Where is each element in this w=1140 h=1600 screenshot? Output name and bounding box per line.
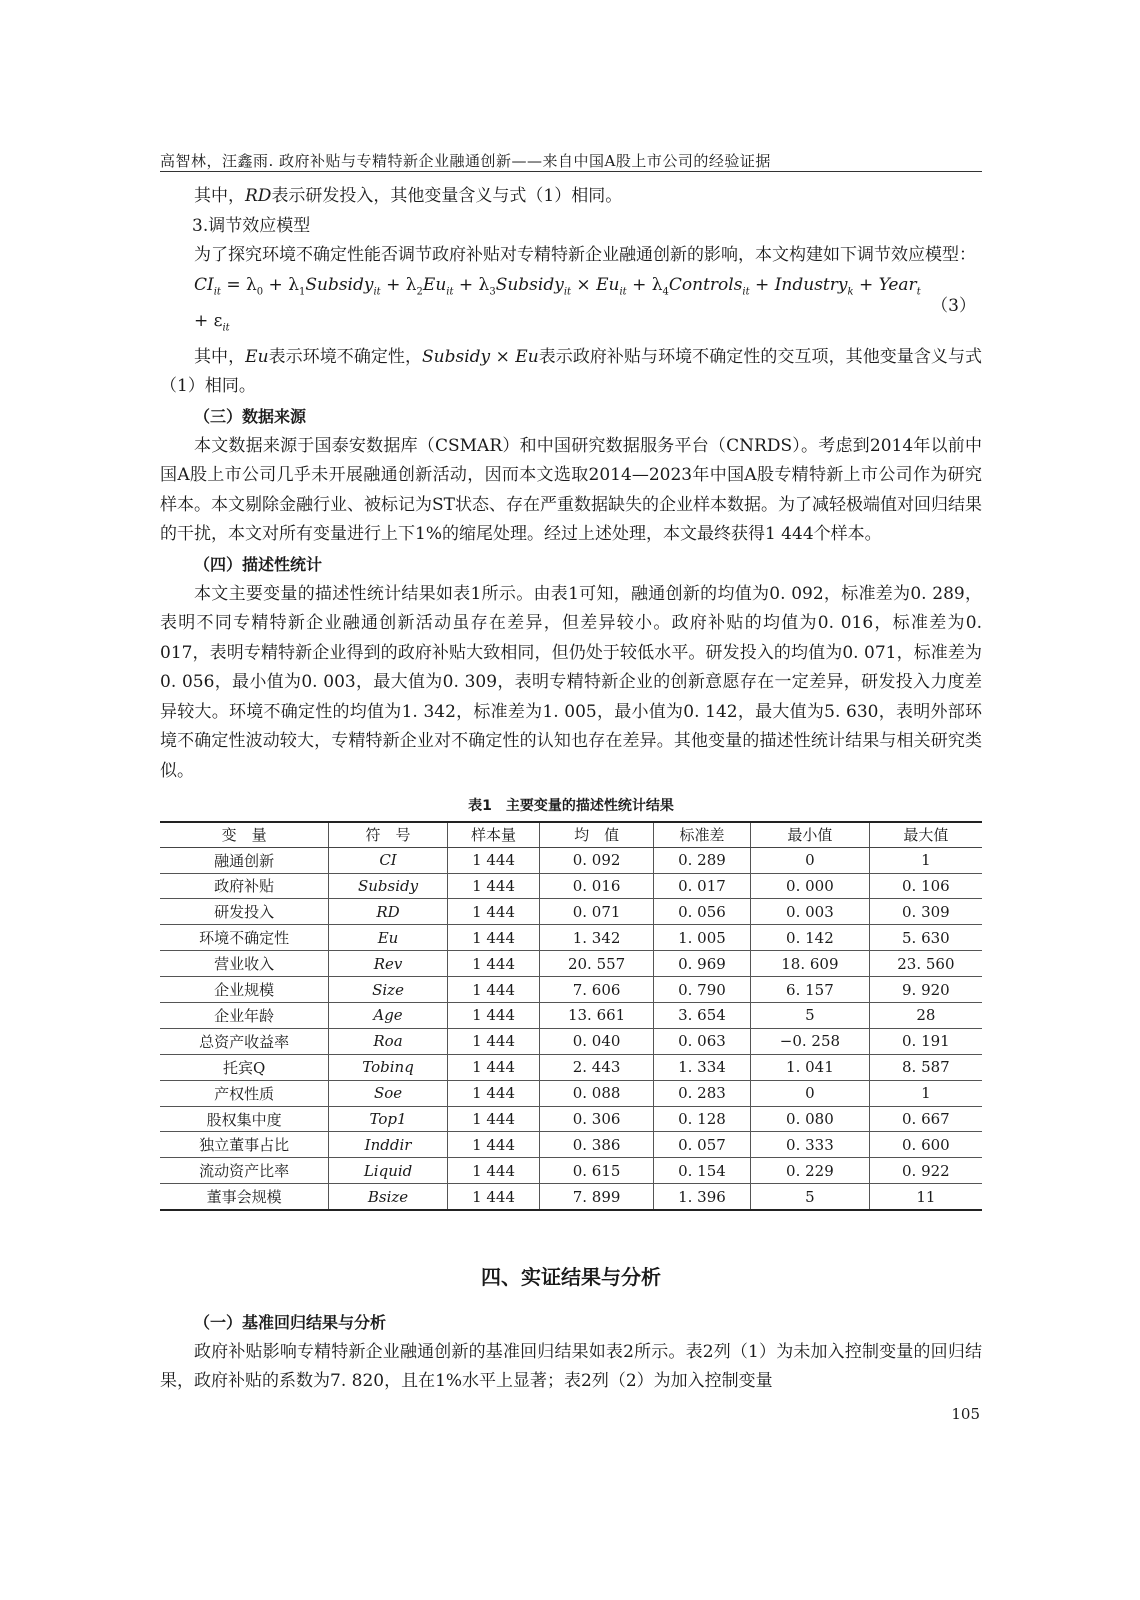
table-row bbox=[160, 951, 982, 977]
table-cell: 0. 063 bbox=[653, 1028, 750, 1054]
table-cell: −0. 258 bbox=[751, 1028, 870, 1054]
table-cell: 1 444 bbox=[447, 1028, 540, 1054]
table-cell: Top1 bbox=[329, 1106, 447, 1132]
table-cell: 8. 587 bbox=[869, 1054, 982, 1080]
table-cell: 托宾Q bbox=[160, 1054, 329, 1080]
table-cell: 0. 283 bbox=[653, 1080, 750, 1106]
table-row bbox=[160, 977, 982, 1003]
table-cell: 0. 016 bbox=[540, 873, 654, 899]
table-cell: 环境不确定性 bbox=[160, 925, 329, 951]
table-cell: 0. 057 bbox=[653, 1132, 750, 1158]
table-cell: 0. 289 bbox=[653, 847, 750, 873]
table-cell: Soe bbox=[329, 1080, 447, 1106]
table-cell: 6. 157 bbox=[751, 977, 870, 1003]
descriptive-paragraph: 本文主要变量的描述性统计结果如表1所示。由表1可知，融通创新的均值为0. 092，标准差为0. 289，表明不同专精特新企业融通创新活动虽存在差异，但差异较小。政府补贴的均值为0. 016，标准差为0. 017，表明专精特新企业得到的政府补贴大致相同，但仍处于较低水平。研发投入的均值为0. 071，标准差为0. 056，最小值为0. 003，最大值为0. 309，表明专精特新企业的创新意愿存在一定差异，研发投入力度差异较大。环境不确定性的均值为1. 342，标准差为1. 005，最小值为0. 142，最大值为5. 630，表明外部环境不确定性波动较大，专精特新企业对不确定性的认知也存在差异。其他变量的描述性统计结果与相关研究类似。 bbox=[160, 583, 982, 782]
rd-definition: 其中，RD表示研发投入，其他变量含义与式（1）相同。 bbox=[194, 186, 623, 206]
col-header: 最小值 bbox=[751, 822, 870, 848]
table-cell: Bsize bbox=[329, 1184, 447, 1210]
table-cell: 13. 661 bbox=[540, 1003, 654, 1029]
model-heading: 3.调节效应模型 bbox=[192, 215, 311, 236]
section-title: 四、实证结果与分析 bbox=[481, 1265, 661, 1290]
table-cell: 0. 615 bbox=[540, 1158, 654, 1184]
table-cell: 0. 667 bbox=[869, 1106, 982, 1132]
col-header: 变 量 bbox=[160, 822, 329, 848]
table-row bbox=[160, 1132, 982, 1158]
table-cell: 0. 309 bbox=[869, 899, 982, 925]
table-cell: 11 bbox=[869, 1184, 982, 1210]
table-cell: 独立董事占比 bbox=[160, 1132, 329, 1158]
table-cell: 5 bbox=[751, 1184, 870, 1210]
table-cell: 0. 000 bbox=[751, 873, 870, 899]
table-cell: CI bbox=[329, 847, 447, 873]
running-header: 高智林，汪鑫雨. 政府补贴与专精特新企业融通创新——来自中国A股上市公司的经验证据 bbox=[160, 152, 771, 170]
table-cell: 0. 106 bbox=[869, 873, 982, 899]
table-cell: 0. 003 bbox=[751, 899, 870, 925]
table-cell: 9. 920 bbox=[869, 977, 982, 1003]
table-cell: 股权集中度 bbox=[160, 1106, 329, 1132]
table-cell: 0. 386 bbox=[540, 1132, 654, 1158]
table-cell: 1 bbox=[869, 847, 982, 873]
table-cell: 0. 191 bbox=[869, 1028, 982, 1054]
table-cell: 0. 790 bbox=[653, 977, 750, 1003]
table-cell: 融通创新 bbox=[160, 847, 329, 873]
table-cell: 5 bbox=[751, 1003, 870, 1029]
table-cell: 20. 557 bbox=[540, 951, 654, 977]
table-cell: 0. 017 bbox=[653, 873, 750, 899]
table-cell: 28 bbox=[869, 1003, 982, 1029]
table1 bbox=[160, 821, 982, 1211]
table-row bbox=[160, 847, 982, 873]
table-cell: Tobinq bbox=[329, 1054, 447, 1080]
table-cell: 1. 342 bbox=[540, 925, 654, 951]
col-header: 符 号 bbox=[329, 822, 447, 848]
table-cell: 0. 092 bbox=[540, 847, 654, 873]
table-cell: 1 444 bbox=[447, 873, 540, 899]
table-row bbox=[160, 1106, 982, 1132]
table-cell: Subsidy bbox=[329, 873, 447, 899]
descriptive-heading: （四）描述性统计 bbox=[194, 554, 323, 574]
table-row bbox=[160, 1080, 982, 1106]
table-cell: 7. 606 bbox=[540, 977, 654, 1003]
table-cell: 0. 128 bbox=[653, 1106, 750, 1132]
table-cell: 总资产收益率 bbox=[160, 1028, 329, 1054]
table-cell: 1. 396 bbox=[653, 1184, 750, 1210]
table-cell: 0 bbox=[751, 847, 870, 873]
table-cell: 0. 969 bbox=[653, 951, 750, 977]
table-cell: 企业年龄 bbox=[160, 1003, 329, 1029]
formula-3 bbox=[160, 271, 982, 343]
table1-body bbox=[160, 847, 982, 1210]
table-cell: 5. 630 bbox=[869, 925, 982, 951]
table-cell: 1 444 bbox=[447, 899, 540, 925]
table-cell: 0. 306 bbox=[540, 1106, 654, 1132]
table-row bbox=[160, 925, 982, 951]
page-content bbox=[160, 182, 982, 1397]
table-cell: Liquid bbox=[329, 1158, 447, 1184]
table-cell: 0. 922 bbox=[869, 1158, 982, 1184]
table-cell: 0 bbox=[751, 1080, 870, 1106]
table-cell: 1 444 bbox=[447, 1003, 540, 1029]
table-cell: 政府补贴 bbox=[160, 873, 329, 899]
table-cell: 1 444 bbox=[447, 1132, 540, 1158]
table-cell: 18. 609 bbox=[751, 951, 870, 977]
table-cell: 7. 899 bbox=[540, 1184, 654, 1210]
table-cell: 1 444 bbox=[447, 977, 540, 1003]
table-cell: 2. 443 bbox=[540, 1054, 654, 1080]
table-cell: 1 444 bbox=[447, 1184, 540, 1210]
table-cell: RD bbox=[329, 899, 447, 925]
table-cell: 1 bbox=[869, 1080, 982, 1106]
table-cell: 0. 229 bbox=[751, 1158, 870, 1184]
formula-expression: $CI_{it} = \lambda_0$ + $\lambda_1Subsidy_{it} + \lambda_2Eu_{it}$ + $\lambda_3Subsidy_{it} \times Eu_{it}$ + $\lambda_4Controls_{it}$ + Industry$_k$ + Year$_t$ + $\varepsilon_{it}$ bbox=[194, 274, 921, 334]
table-cell: 0. 333 bbox=[751, 1132, 870, 1158]
table-row bbox=[160, 1003, 982, 1029]
eu-definition: 其中，Eu表示环境不确定性，Subsidy × Eu表示政府补贴与环境不确定性的交互项，其他变量含义与式（1）相同。 bbox=[160, 346, 982, 397]
col-header: 样本量 bbox=[447, 822, 540, 848]
table-row bbox=[160, 899, 982, 925]
table-cell: 0. 154 bbox=[653, 1158, 750, 1184]
table-cell: 营业收入 bbox=[160, 951, 329, 977]
table-cell: 1 444 bbox=[447, 951, 540, 977]
table-cell: 0. 600 bbox=[869, 1132, 982, 1158]
table-row bbox=[160, 1184, 982, 1210]
table-cell: 1. 041 bbox=[751, 1054, 870, 1080]
table-cell: 0. 080 bbox=[751, 1106, 870, 1132]
table-cell: 董事会规模 bbox=[160, 1184, 329, 1210]
header-rule bbox=[160, 171, 982, 172]
table-cell: 23. 560 bbox=[869, 951, 982, 977]
table-row bbox=[160, 1054, 982, 1080]
table-cell: 0. 056 bbox=[653, 899, 750, 925]
table-cell: 企业规模 bbox=[160, 977, 329, 1003]
equation-number: （3） bbox=[931, 295, 976, 316]
page-number: 105 bbox=[951, 1405, 980, 1423]
table-cell: 0. 040 bbox=[540, 1028, 654, 1054]
table-cell: Size bbox=[329, 977, 447, 1003]
table-row bbox=[160, 1158, 982, 1184]
col-header: 标准差 bbox=[653, 822, 750, 848]
table-cell: Inddir bbox=[329, 1132, 447, 1158]
table-cell: Rev bbox=[329, 951, 447, 977]
table-cell: 1. 334 bbox=[653, 1054, 750, 1080]
table-cell: 3. 654 bbox=[653, 1003, 750, 1029]
col-header: 均 值 bbox=[540, 822, 654, 848]
table-cell: 1 444 bbox=[447, 1106, 540, 1132]
table-cell: 0. 071 bbox=[540, 899, 654, 925]
table-cell: 研发投入 bbox=[160, 899, 329, 925]
table-cell: 1 444 bbox=[447, 1158, 540, 1184]
col-header: 最大值 bbox=[869, 822, 982, 848]
table-cell: 0. 088 bbox=[540, 1080, 654, 1106]
table-cell: 1 444 bbox=[447, 847, 540, 873]
data-source-paragraph: 本文数据来源于国泰安数据库（CSMAR）和中国研究数据服务平台（CNRDS）。考虑到2014年以前中国A股上市公司几乎未开展融通创新活动，因而本文选取2014—2023年中国A股专精特新上市公司作为研究样本。本文剔除金融行业、被标记为ST状态、存在严重数据缺失的企业样本数据。为了减轻极端值对回归结果的干扰，本文对所有变量进行上下1%的缩尾处理。经过上述处理，本文最终获得1 444个样本。 bbox=[160, 435, 982, 545]
table-cell: Roa bbox=[329, 1028, 447, 1054]
baseline-paragraph: 政府补贴影响专精特新企业融通创新的基准回归结果如表2所示。表2列（1）为未加入控制变量的回归结果，政府补贴的系数为7. 820，且在1%水平上显著；表2列（2）为加入控制变量 bbox=[160, 1341, 982, 1392]
table-cell: 产权性质 bbox=[160, 1080, 329, 1106]
model-intro: 为了探究环境不确定性能否调节政府补贴对专精特新企业融通创新的影响，本文构建如下调节效应模型： bbox=[194, 245, 976, 266]
table-cell: 流动资产比率 bbox=[160, 1158, 329, 1184]
table-cell: 1 444 bbox=[447, 925, 540, 951]
table-cell: 1 444 bbox=[447, 1054, 540, 1080]
table-cell: 1 444 bbox=[447, 1080, 540, 1106]
table-row bbox=[160, 1028, 982, 1054]
table-cell: Eu bbox=[329, 925, 447, 951]
table-header-row bbox=[160, 822, 982, 848]
table-cell: 0. 142 bbox=[751, 925, 870, 951]
table1-caption: 表1 主要变量的描述性统计结果 bbox=[468, 797, 674, 814]
table-cell: 1. 005 bbox=[653, 925, 750, 951]
baseline-heading: （一）基准回归结果与分析 bbox=[194, 1313, 387, 1333]
table-row bbox=[160, 873, 982, 899]
data-source-heading: （三）数据来源 bbox=[194, 406, 307, 426]
table-cell: Age bbox=[329, 1003, 447, 1029]
